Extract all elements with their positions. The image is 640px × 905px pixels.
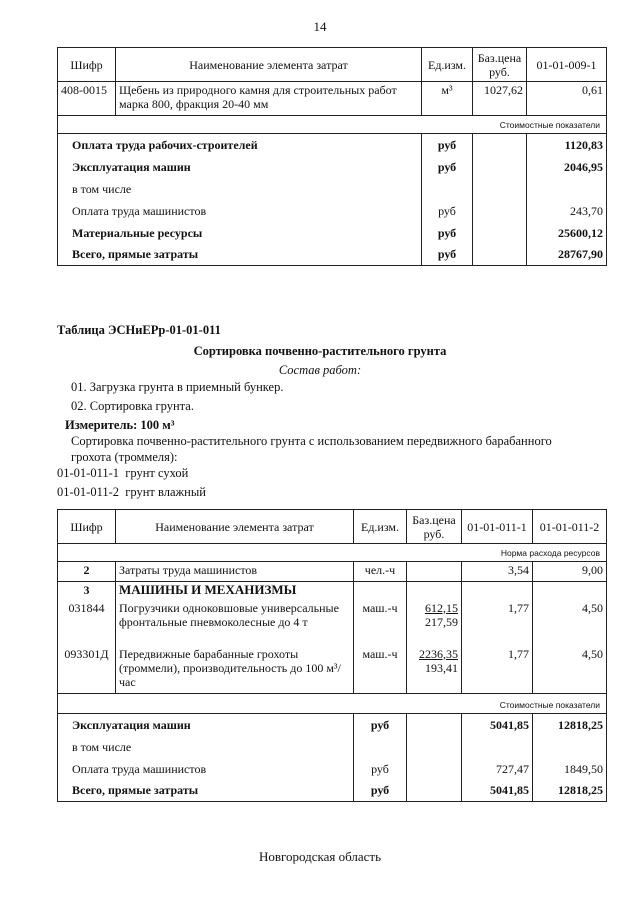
- cost-table-1: [57, 47, 607, 266]
- cost-name: Эксплуатация машин: [58, 714, 354, 736]
- variant-1: [57, 465, 188, 481]
- header-column-1: 01-01-011-1: [462, 510, 533, 544]
- row-price: 1027,62: [473, 82, 527, 116]
- page-number: 14: [313, 19, 327, 34]
- cost-empty: [407, 780, 462, 802]
- header-code: Шифр: [58, 510, 116, 544]
- cost-name: Всего, прямые затраты: [58, 780, 354, 802]
- cost-name: Материальные ресурсы: [58, 222, 422, 244]
- cost-name: Оплата труда машинистов: [58, 200, 422, 222]
- machines-code: 3: [58, 582, 116, 600]
- cost-unit: руб: [354, 780, 407, 802]
- cost-value: 25600,12: [527, 222, 607, 244]
- cost-unit: руб: [354, 714, 407, 736]
- header-code: Шифр: [58, 48, 116, 82]
- cost-name: Оплата труда рабочих-строителей: [58, 134, 422, 156]
- cost-row: [58, 736, 607, 758]
- table-row: [58, 600, 607, 646]
- cost-row: [58, 178, 607, 200]
- machines-heading: МАШИНЫ И МЕХАНИЗМЫ: [116, 582, 354, 600]
- cost-unit: [422, 178, 473, 200]
- cost-value: 243,70: [527, 200, 607, 222]
- machine-2-value-1: 1,77: [462, 646, 533, 694]
- cost-empty: [407, 714, 462, 736]
- machine-2-name: Передвижные барабанные грохоты (троммели), производительность до 100 м³/час: [116, 646, 354, 694]
- cost-empty: [473, 156, 527, 178]
- section-heading: Сортировка почвенно-растительного грунта: [193, 344, 447, 358]
- header-unit: Ед.изм.: [422, 48, 473, 82]
- cost-row: [58, 156, 607, 178]
- cost-row: [58, 758, 607, 780]
- cost-unit: [354, 736, 407, 758]
- cost-row: [58, 244, 607, 266]
- machine-1-price-top: 612,15: [425, 600, 458, 615]
- cost-unit: руб: [422, 244, 473, 266]
- table-row: [58, 646, 607, 694]
- cost-value-1: [462, 736, 533, 758]
- header-base-price: Баз.цена руб.: [407, 510, 462, 544]
- labor-value-2: 9,00: [533, 562, 607, 582]
- cost-value-1: 5041,85: [462, 714, 533, 736]
- header-unit: Ед.изм.: [354, 510, 407, 544]
- composition-title: Состав работ:: [278, 363, 362, 377]
- cost-empty: [473, 200, 527, 222]
- cost-value-2: 12818,25: [533, 714, 607, 736]
- cost-name: в том числе: [58, 178, 422, 200]
- row-unit: м³: [422, 82, 473, 116]
- cost-row: [58, 134, 607, 156]
- table-row: [58, 82, 607, 116]
- variant-2: [57, 484, 206, 500]
- cost-unit: руб: [422, 134, 473, 156]
- machine-2-value-2: 4,50: [533, 646, 607, 694]
- norm-label: Норма расхода ресурсов: [58, 544, 607, 562]
- cost-empty: [473, 134, 527, 156]
- header-column-2: 01-01-011-2: [533, 510, 607, 544]
- labor-code: 2: [58, 562, 116, 582]
- cost-value: 28767,90: [527, 244, 607, 266]
- cost-value: [527, 178, 607, 200]
- cost-name: Эксплуатация машин: [58, 156, 422, 178]
- description: Сортировка почвенно-растительного грунта с использованием передвижного барабанного грохота (троммеля):: [71, 434, 552, 464]
- machine-2-price-top: 2236,35: [419, 646, 458, 661]
- cost-empty: [407, 736, 462, 758]
- header-column: 01-01-009-1: [527, 48, 607, 82]
- variant-2-label: грунт влажный: [125, 485, 206, 499]
- cost-row: [58, 222, 607, 244]
- machine-1-code: 031844: [58, 600, 116, 646]
- cost-value-2: [533, 736, 607, 758]
- cost-value-1: 5041,85: [462, 780, 533, 802]
- variant-1-code: 01-01-011-1: [57, 466, 120, 480]
- section-label: Стоимостные показатели: [58, 694, 607, 714]
- cost-unit: руб: [422, 222, 473, 244]
- cost-row: [58, 200, 607, 222]
- cost-table-2: [57, 509, 607, 802]
- step-1: 01. Загрузка грунта в приемный бункер.: [71, 380, 284, 394]
- machine-1-price-bottom: 217,59: [425, 614, 458, 629]
- machine-1-value-2: 4,50: [533, 600, 607, 646]
- cost-unit: руб: [422, 156, 473, 178]
- cost-value-2: 1849,50: [533, 758, 607, 780]
- section-label: Стоимостные показатели: [58, 116, 607, 134]
- step-2: 02. Сортировка грунта.: [71, 399, 194, 413]
- header-base-price: Баз.цена руб.: [473, 48, 527, 82]
- labor-row: [58, 562, 607, 582]
- labor-value-1: 3,54: [462, 562, 533, 582]
- machine-1-name: Погрузчики одноковшовые универсальные фронтальные пневмоколесные до 4 т: [116, 600, 354, 646]
- header-name: Наименование элемента затрат: [116, 510, 354, 544]
- header-name: Наименование элемента затрат: [116, 48, 422, 82]
- row-name: Щебень из природного камня для строительных работ марка 800, фракция 20-40 мм: [116, 82, 422, 116]
- cost-value-2: 12818,25: [533, 780, 607, 802]
- meter: Измеритель: 100 м³: [65, 418, 175, 432]
- row-value: 0,61: [527, 82, 607, 116]
- cost-name: Оплата труда машинистов: [58, 758, 354, 780]
- machine-1-unit: маш.-ч: [354, 600, 407, 646]
- cost-value: 1120,83: [527, 134, 607, 156]
- cost-unit: руб: [422, 200, 473, 222]
- machine-2-unit: маш.-ч: [354, 646, 407, 694]
- machine-2-price-bottom: 193,41: [425, 660, 458, 675]
- cost-unit: руб: [354, 758, 407, 780]
- variant-2-code: 01-01-011-2: [57, 485, 120, 499]
- cost-name: Всего, прямые затраты: [58, 244, 422, 266]
- cost-row: [58, 780, 607, 802]
- cost-value-1: 727,47: [462, 758, 533, 780]
- cost-empty: [473, 222, 527, 244]
- row-code: 408-0015: [58, 82, 116, 116]
- machine-1-value-1: 1,77: [462, 600, 533, 646]
- cost-name: в том числе: [58, 736, 354, 758]
- labor-name: Затраты труда машинистов: [116, 562, 354, 582]
- variant-1-label: грунт сухой: [125, 466, 189, 480]
- cost-row: [58, 714, 607, 736]
- cost-empty: [407, 758, 462, 780]
- machine-2-code: 093301Д: [58, 646, 116, 694]
- cost-empty: [473, 178, 527, 200]
- table-title: Таблица ЭСНиЕРр-01-01-011: [57, 323, 221, 337]
- footer: Новгородская область: [258, 849, 382, 864]
- labor-unit: чел.-ч: [354, 562, 407, 582]
- cost-empty: [473, 244, 527, 266]
- cost-value: 2046,95: [527, 156, 607, 178]
